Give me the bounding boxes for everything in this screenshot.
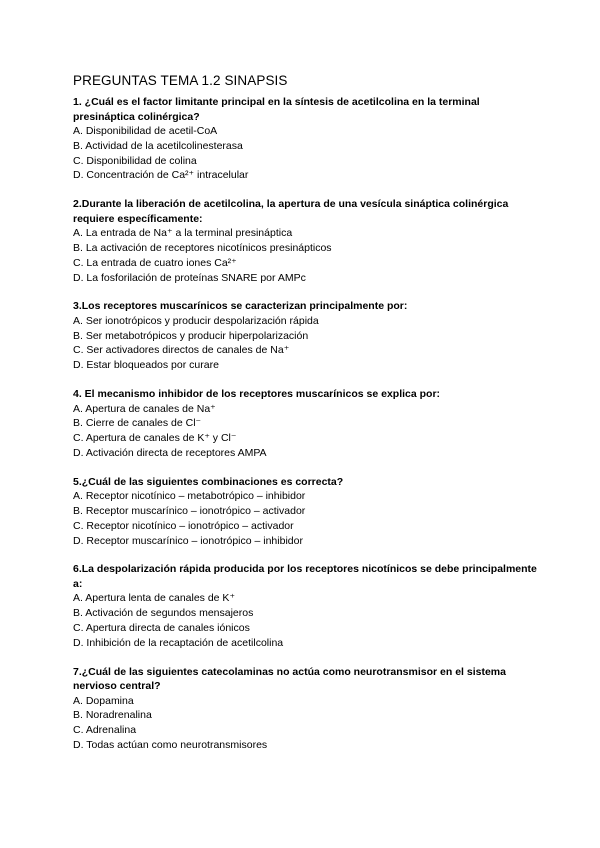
answer-option-b: B. Receptor muscarínico – ionotrópico – activador <box>73 505 306 518</box>
answer-option-d: D. Activación directa de receptores AMPA <box>73 446 267 459</box>
answer-option-a: A. Apertura lenta de canales de K⁺ <box>73 592 235 605</box>
question-text: 7.¿Cuál de las siguientes catecolaminas no actúa como neurotransmisor en el sistema nervioso central? <box>73 665 506 693</box>
question-text: 3.Los receptores muscarínicos se caracterizan principalmente por: <box>73 300 408 313</box>
answer-options <box>73 402 543 461</box>
answer-option-d: D. Inhibición de la recaptación de acetilcolina <box>73 636 284 649</box>
question-6 <box>73 562 543 650</box>
answer-option-b: B. La activación de receptores nicotínicos presinápticos <box>73 241 332 254</box>
answer-option-c: C. Receptor nicotínico – ionotrópico – activador <box>73 519 294 532</box>
question-4 <box>73 387 543 461</box>
answer-options <box>73 314 543 373</box>
answer-option-c: C. Apertura de canales de K⁺ y Cl⁻ <box>73 432 237 445</box>
answer-option-c: C. Ser activadores directos de canales de Na⁺ <box>73 344 290 357</box>
answer-option-b: B. Activación de segundos mensajeros <box>73 607 254 620</box>
answer-options <box>73 694 543 753</box>
answer-option-a: A. Dopamina <box>73 694 134 707</box>
question-list <box>73 95 543 753</box>
question-7 <box>73 665 543 753</box>
answer-option-a: A. Ser ionotrópicos y producir despolarización rápida <box>73 314 319 327</box>
answer-option-d: D. Receptor muscarínico – ionotrópico – inhibidor <box>73 534 303 547</box>
question-text: 4. El mecanismo inhibidor de los receptores muscarínicos se explica por: <box>73 388 441 401</box>
answer-option-b: B. Noradrenalina <box>73 709 152 722</box>
answer-option-d: D. Todas actúan como neurotransmisores <box>73 739 268 752</box>
answer-option-d: D. Concentración de Ca²⁺ intracelular <box>73 169 249 182</box>
answer-options <box>73 489 543 548</box>
answer-option-d: D. Estar bloqueados por curare <box>73 359 219 372</box>
answer-option-a: A. Apertura de canales de Na⁺ <box>73 402 216 415</box>
answer-option-b: B. Ser metabotrópicos y producir hiperpolarización <box>73 329 309 342</box>
answer-option-a: A. Disponibilidad de acetil-CoA <box>73 125 218 137</box>
document-page <box>73 72 543 767</box>
question-2 <box>73 197 543 285</box>
answer-option-b: B. Actividad de la acetilcolinesterasa <box>73 139 243 152</box>
answer-option-c: C. La entrada de cuatro iones Ca²⁺ <box>73 256 237 269</box>
question-text: 2.Durante la liberación de acetilcolina, la apertura de una vesícula sináptica colinérgica requiere específicamente: <box>73 198 509 225</box>
answer-options <box>73 226 543 285</box>
answer-option-a: A. Receptor nicotínico – metabotrópico – inhibidor <box>73 490 306 503</box>
answer-options <box>73 591 543 650</box>
question-text: 1. ¿Cuál es el factor limitante principal en la síntesis de acetilcolina en la terminal presináptica colinérgica? <box>73 96 480 123</box>
question-text: 6.La despolarización rápida producida por los receptores nicotínicos se debe principalmente a: <box>73 563 537 590</box>
answer-option-c: C. Apertura directa de canales iónicos <box>73 622 250 635</box>
document-title: PREGUNTAS TEMA 1.2 SINAPSIS <box>73 73 288 88</box>
answer-options <box>73 124 543 183</box>
question-text: 5.¿Cuál de las siguientes combinaciones es correcta? <box>73 475 344 488</box>
question-3 <box>73 299 543 373</box>
answer-option-d: D. La fosforilación de proteínas SNARE por AMPc <box>73 271 306 284</box>
answer-option-b: B. Cierre de canales de Cl⁻ <box>73 417 202 430</box>
answer-option-c: C. Adrenalina <box>73 724 137 737</box>
question-5 <box>73 475 543 549</box>
answer-option-a: A. La entrada de Na⁺ a la terminal presináptica <box>73 227 293 240</box>
question-1 <box>73 95 543 183</box>
answer-option-c: C. Disponibilidad de colina <box>73 154 197 167</box>
